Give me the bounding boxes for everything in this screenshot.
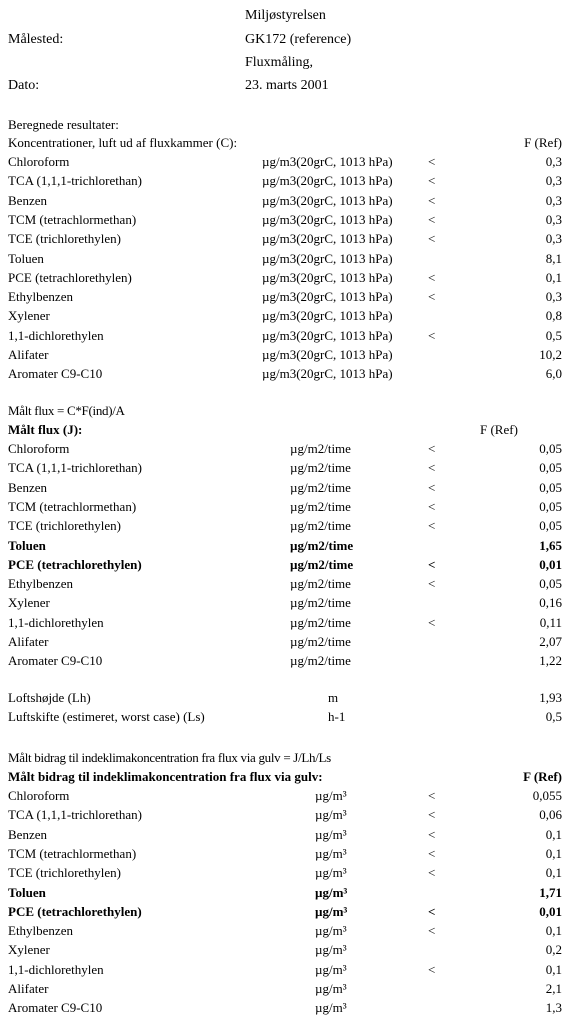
section1-title: Koncentrationer, luft ud af fluxkammer (C): (8, 135, 238, 150)
row-value: 0,16 (539, 595, 562, 611)
row-less-than: < (428, 327, 436, 343)
table-row (0, 345, 570, 364)
row-unit: µg/m3(20grC, 1013 hPa) (262, 308, 393, 324)
row-unit: µg/m2/time (290, 614, 351, 630)
row-value: 2,1 (545, 981, 562, 996)
table-row (0, 439, 570, 458)
table-row (0, 287, 570, 306)
section2-title: Målt flux (J): (8, 422, 83, 437)
row-unit: µg/m³ (315, 865, 347, 881)
row-value: 1,22 (539, 653, 562, 669)
row-value: 0,01 (539, 903, 562, 919)
row-name: PCE (tetrachlorethylen) (8, 269, 132, 285)
row-value: 0,06 (539, 807, 562, 823)
row-name: Toluen (8, 537, 46, 553)
row-name: Ethylbenzen (8, 289, 73, 305)
table-row (0, 497, 570, 516)
row-name: Aromater C9-C10 (8, 366, 103, 382)
section1-col-label: F (Ref) (524, 135, 562, 150)
row-name: 1,1-dichlorethylen (8, 961, 104, 977)
row-unit: µg/m2/time (290, 460, 351, 476)
row-name: Chloroform (8, 154, 70, 169)
row-value: 0,1 (545, 961, 562, 977)
row-name: Alifater (8, 634, 49, 649)
row-less-than: < (428, 211, 436, 227)
table-row (0, 152, 570, 171)
table-row (0, 979, 570, 998)
row-name: PCE (tetrachlorethylen) (8, 556, 142, 572)
row-name: Chloroform (8, 441, 70, 456)
table-row (0, 229, 570, 248)
row-value: 0,3 (545, 192, 562, 208)
row-less-than: < (428, 614, 436, 630)
row-value: 0,3 (545, 231, 562, 247)
row-value: 0,3 (545, 289, 562, 305)
row-value: 0,8 (545, 308, 562, 324)
table-row (0, 249, 570, 268)
row-unit: µg/m2/time (290, 634, 351, 649)
row-name: Benzen (8, 192, 47, 208)
row-unit: µg/m³ (315, 961, 347, 977)
row-less-than: < (428, 845, 436, 861)
row-name: Benzen (8, 479, 47, 495)
table-row (0, 844, 570, 863)
row-name: Ethylbenzen (8, 576, 73, 592)
table-row (0, 998, 570, 1017)
row-value: 0,5 (545, 327, 562, 343)
row-name: Aromater C9-C10 (8, 1000, 103, 1016)
row-value: 1,65 (539, 537, 562, 553)
row-name: Toluen (8, 884, 46, 900)
row-less-than: < (428, 441, 436, 456)
table-row (0, 555, 570, 574)
row-unit: µg/m3(20grC, 1013 hPa) (262, 327, 393, 343)
row-name: Alifater (8, 347, 49, 362)
org-name: Miljøstyrelsen (245, 8, 326, 23)
row-value: 1,93 (539, 690, 562, 705)
row-unit: µg/m³ (315, 1000, 347, 1016)
row-unit: µg/m2/time (290, 576, 351, 592)
row-value: 0,1 (545, 269, 562, 285)
row-unit: µg/m2/time (290, 498, 351, 514)
table-row (0, 593, 570, 612)
table-row (0, 825, 570, 844)
row-unit: µg/m³ (315, 826, 347, 842)
row-value: 0,1 (545, 923, 562, 939)
row-value: 0,05 (539, 498, 562, 514)
flux-formula: Målt flux = C*F(ind)/A (8, 403, 125, 418)
row-less-than: < (428, 556, 436, 572)
row-value: 0,1 (545, 865, 562, 881)
date-value: 23. marts 2001 (245, 78, 329, 93)
table-row (0, 516, 570, 535)
table-row (0, 574, 570, 593)
row-unit: µg/m3(20grC, 1013 hPa) (262, 269, 393, 285)
row-less-than: < (428, 289, 436, 305)
row-unit: µg/m2/time (290, 653, 351, 669)
row-name: TCM (tetrachlormethan) (8, 498, 137, 514)
table-row (0, 613, 570, 632)
row-name: PCE (tetrachlorethylen) (8, 903, 142, 919)
row-unit: µg/m2/time (290, 556, 354, 572)
row-less-than: < (428, 903, 436, 919)
date-label: Dato: (8, 78, 40, 93)
contribution-formula: Målt bidrag til indeklimakoncentration fra flux via gulv = J/Lh/Ls (8, 750, 331, 765)
row-value: 0,1 (545, 826, 562, 842)
row-unit: µg/m3(20grC, 1013 hPa) (262, 250, 393, 266)
row-unit: µg/m2/time (290, 479, 351, 495)
table-row (0, 191, 570, 210)
table-row (0, 268, 570, 287)
row-less-than: < (428, 807, 436, 823)
location-value: GK172 (reference) (245, 32, 352, 47)
row-value: 2,07 (539, 634, 562, 649)
row-less-than: < (428, 498, 436, 514)
row-unit: µg/m3(20grC, 1013 hPa) (262, 173, 393, 189)
table-row (0, 478, 570, 497)
row-value: 1,71 (539, 884, 562, 900)
row-value: 0,05 (539, 518, 562, 534)
row-unit: µg/m3(20grC, 1013 hPa) (262, 192, 393, 208)
row-name: Alifater (8, 981, 49, 996)
table-row (0, 863, 570, 882)
results-intro: Beregnede resultater: (8, 117, 119, 132)
row-value: 0,01 (539, 556, 562, 572)
row-less-than: < (428, 460, 436, 476)
row-name: TCE (trichlorethylen) (8, 865, 121, 881)
row-less-than: < (428, 826, 436, 842)
row-name: TCA (1,1,1-trichlorethan) (8, 173, 142, 189)
row-value: 0,05 (539, 576, 562, 592)
method-text: Fluxmåling, (245, 55, 314, 70)
section4-col-label: F (Ref) (523, 769, 562, 784)
row-unit: µg/m³ (315, 903, 348, 919)
row-value: 0,055 (532, 788, 562, 803)
row-unit: µg/m³ (315, 788, 347, 803)
row-value: 0,2 (545, 942, 562, 958)
row-unit: µg/m3(20grC, 1013 hPa) (262, 366, 393, 382)
row-name: Luftskifte (estimeret, worst case) (Ls) (8, 709, 205, 725)
row-name: Ethylbenzen (8, 923, 73, 939)
table-row (0, 921, 570, 940)
row-unit: µg/m3(20grC, 1013 hPa) (262, 154, 393, 169)
table-row (0, 651, 570, 670)
row-value: 0,05 (539, 460, 562, 476)
section4-title: Målt bidrag til indeklimakoncentration fra flux via gulv: (8, 769, 323, 784)
table-row (0, 883, 570, 902)
row-unit: m (328, 690, 339, 705)
table-row (0, 210, 570, 229)
row-name: Loftshøjde (Lh) (8, 690, 91, 705)
row-less-than: < (428, 154, 436, 169)
row-value: 0,5 (545, 709, 562, 725)
row-value: 0,11 (539, 614, 562, 630)
table-row (0, 306, 570, 325)
row-unit: µg/m³ (315, 884, 348, 900)
row-unit: µg/m³ (315, 981, 347, 996)
row-name: Xylener (8, 595, 50, 611)
row-name: TCA (1,1,1-trichlorethan) (8, 807, 142, 823)
row-value: 6,0 (545, 366, 562, 382)
table-row (0, 632, 570, 651)
row-name: TCM (tetrachlormethan) (8, 211, 137, 227)
row-name: 1,1-dichlorethylen (8, 614, 104, 630)
section2-col-label: F (Ref) (480, 422, 518, 437)
row-name: Chloroform (8, 788, 70, 803)
row-name: TCE (trichlorethylen) (8, 518, 121, 534)
table-row (0, 326, 570, 345)
row-unit: µg/m³ (315, 942, 347, 958)
row-unit: µg/m³ (315, 923, 347, 939)
row-name: Benzen (8, 826, 47, 842)
row-name: Xylener (8, 942, 50, 958)
row-less-than: < (428, 173, 436, 189)
row-less-than: < (428, 788, 436, 803)
row-unit: µg/m³ (315, 807, 347, 823)
row-unit: µg/m³ (315, 845, 347, 861)
row-less-than: < (428, 269, 436, 285)
row-unit: µg/m2/time (290, 518, 351, 534)
row-unit: µg/m2/time (290, 595, 351, 611)
table-row (0, 902, 570, 921)
row-unit: µg/m3(20grC, 1013 hPa) (262, 289, 393, 305)
table-row (0, 707, 570, 726)
row-unit: µg/m2/time (290, 537, 354, 553)
row-unit: µg/m3(20grC, 1013 hPa) (262, 231, 393, 247)
table-row (0, 536, 570, 555)
table-row (0, 960, 570, 979)
row-unit: µg/m3(20grC, 1013 hPa) (262, 347, 393, 362)
row-name: Aromater C9-C10 (8, 653, 103, 669)
row-less-than: < (428, 923, 436, 939)
row-unit: h-1 (328, 709, 346, 725)
row-value: 0,3 (545, 154, 562, 169)
row-value: 0,1 (545, 845, 562, 861)
row-value: 0,05 (539, 479, 562, 495)
table-row (0, 171, 570, 190)
table-row (0, 786, 570, 805)
row-less-than: < (428, 231, 436, 247)
row-name: TCM (tetrachlormethan) (8, 845, 137, 861)
row-value: 1,3 (545, 1000, 562, 1016)
row-unit: µg/m2/time (290, 441, 351, 456)
table-row (0, 364, 570, 383)
row-less-than: < (428, 479, 436, 495)
row-name: Toluen (8, 250, 44, 266)
row-value: 0,3 (545, 211, 562, 227)
row-less-than: < (428, 865, 436, 881)
table-row (0, 805, 570, 824)
row-value: 0,05 (539, 441, 562, 456)
row-less-than: < (428, 576, 436, 592)
row-less-than: < (428, 961, 436, 977)
row-name: Xylener (8, 308, 50, 324)
row-name: TCE (trichlorethylen) (8, 231, 121, 247)
row-name: 1,1-dichlorethylen (8, 327, 104, 343)
table-row (0, 940, 570, 959)
table-row (0, 688, 570, 707)
row-name: TCA (1,1,1-trichlorethan) (8, 460, 142, 476)
row-unit: µg/m3(20grC, 1013 hPa) (262, 211, 393, 227)
row-value: 10,2 (539, 347, 562, 362)
row-less-than: < (428, 192, 436, 208)
location-label: Målested: (8, 32, 64, 47)
row-value: 0,3 (545, 173, 562, 189)
row-less-than: < (428, 518, 436, 534)
table-row (0, 458, 570, 477)
row-value: 8,1 (545, 250, 562, 266)
